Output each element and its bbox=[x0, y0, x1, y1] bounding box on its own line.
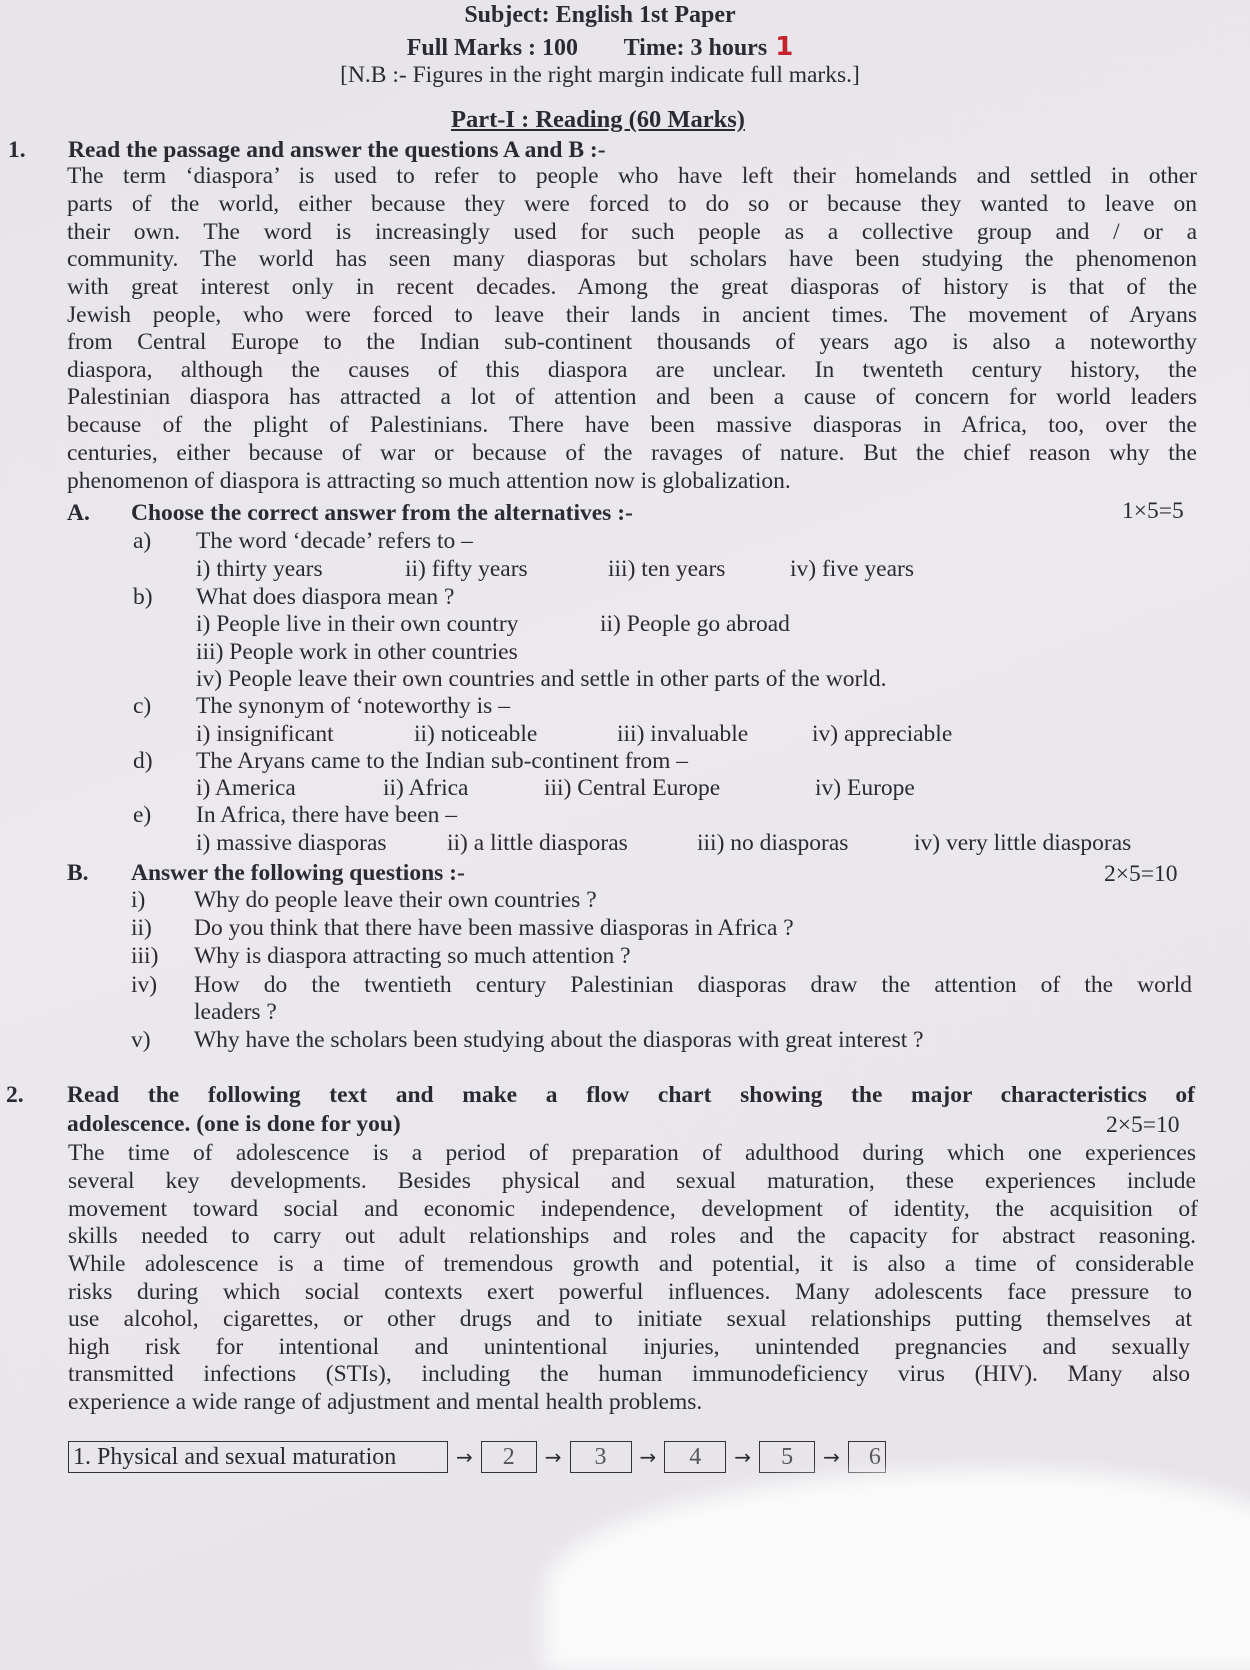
mcq-label: e) bbox=[133, 802, 152, 828]
section-a-title: Choose the correct answer from the alternatives :- bbox=[131, 500, 633, 526]
passage-line: diaspora, although the causes of this diaspora are unclear. In twenteth century history, the bbox=[67, 357, 1197, 383]
full-marks: Full Marks : 100 bbox=[406, 35, 579, 61]
passage-line: skills needed to carry out adult relationships and roles and the capacity for abstract reasoning. bbox=[68, 1223, 1196, 1249]
passage-line: centuries, either because of war or because of the ravages of nature. But the chief reason why the bbox=[67, 440, 1197, 466]
arrow-right-icon: → bbox=[734, 1445, 752, 1469]
mcq-option: ii) fifty years bbox=[405, 556, 528, 582]
mcq-option: i) massive diasporas bbox=[196, 830, 387, 856]
passage-line: several key developments. Besides physical and sexual maturation, these experiences include bbox=[68, 1168, 1196, 1194]
mcq-option: iv) appreciable bbox=[812, 721, 953, 747]
passage-line: experience a wide range of adjustment and mental health problems. bbox=[68, 1389, 703, 1415]
mcq-option: iii) invaluable bbox=[617, 721, 749, 747]
section-b-marks: 2×5=10 bbox=[1104, 861, 1178, 887]
flow-box-1: 1. Physical and sexual maturation bbox=[68, 1441, 448, 1473]
mcq-question: The word ‘decade’ refers to – bbox=[196, 528, 473, 554]
mcq-question: In Africa, there have been – bbox=[196, 802, 457, 828]
passage-line: Jewish people, who were forced to leave their lands in ancient times. The movement of Aryans bbox=[67, 302, 1197, 328]
passage-line: their own. The word is increasingly used for such people as a collective group and / or a bbox=[67, 219, 1197, 245]
passage-line: from Central Europe to the Indian sub-continent thousands of years ago is also a noteworthy bbox=[67, 329, 1197, 355]
short-question: Why is diaspora attracting so much attention ? bbox=[194, 943, 631, 969]
mcq-option: ii) People go abroad bbox=[600, 611, 790, 637]
short-question: Do you think that there have been massive diasporas in Africa ? bbox=[194, 915, 794, 941]
passage-line: because of the plight of Palestinians. There have been massive diasporas in Africa, too, over the bbox=[67, 412, 1197, 438]
passage-line: transmitted infections (STIs), including the human immunodeficiency virus (HIV). Many also bbox=[68, 1361, 1190, 1387]
mcq-label: c) bbox=[133, 693, 152, 719]
section-b-title: Answer the following questions :- bbox=[131, 860, 465, 886]
short-question-continued: leaders ? bbox=[194, 999, 277, 1025]
passage-line: phenomenon of diaspora is attracting so much attention now is globalization. bbox=[67, 468, 791, 494]
mcq-question: What does diaspora mean ? bbox=[196, 584, 455, 610]
section-a-marks: 1×5=5 bbox=[1122, 498, 1184, 524]
mcq-option: iii) ten years bbox=[608, 556, 726, 582]
arrow-right-icon: → bbox=[456, 1445, 473, 1469]
flow-box-4: 4 bbox=[664, 1441, 726, 1473]
mcq-option: ii) Africa bbox=[383, 775, 469, 801]
q2-instruction: Read the following text and make a flow chart showing the major characteristics of bbox=[67, 1082, 1195, 1108]
marks-time-line bbox=[0, 32, 1200, 62]
mcq-option: i) thirty years bbox=[196, 556, 323, 582]
passage-line: The term ‘diaspora’ is used to refer to people who have left their homelands and settled in other bbox=[67, 163, 1197, 189]
arrow-right-icon: → bbox=[823, 1445, 840, 1469]
instructions-note: [N.B :- Figures in the right margin indicate full marks.] bbox=[340, 62, 860, 88]
flow-chart bbox=[68, 1441, 886, 1473]
flow-box-6: 6 bbox=[848, 1441, 886, 1473]
mcq-option: iv) five years bbox=[790, 556, 914, 582]
subject-line: Subject: English 1st Paper bbox=[464, 2, 736, 28]
q1-instruction: Read the passage and answer the questions A and B :- bbox=[68, 137, 606, 163]
mcq-label: d) bbox=[133, 748, 153, 774]
passage-line: While adolescence is a time of tremendous growth and potential, it is also a time of considerable bbox=[68, 1251, 1194, 1277]
flow-box-2: 2 bbox=[481, 1441, 537, 1473]
mcq-option: iii) Central Europe bbox=[544, 775, 721, 801]
mcq-option: iii) People work in other countries bbox=[196, 639, 518, 665]
arrow-right-icon: → bbox=[639, 1445, 657, 1469]
question-label: iii) bbox=[131, 943, 159, 969]
mcq-option: ii) noticeable bbox=[414, 721, 538, 747]
passage-line: parts of the world, either because they were forced to do so or because they wanted to leave on bbox=[67, 191, 1197, 217]
question-label: iv) bbox=[131, 972, 158, 998]
time-allowed: Time: 3 hours bbox=[623, 35, 768, 61]
flow-box-5: 5 bbox=[759, 1441, 815, 1473]
question-label: v) bbox=[131, 1027, 151, 1053]
passage-line: community. The world has seen many diasporas but scholars have been studying the phenomenon bbox=[67, 246, 1197, 272]
short-question: Why have the scholars been studying about the diasporas with great interest ? bbox=[194, 1027, 924, 1053]
mcq-question: The Aryans came to the Indian sub-continent from – bbox=[196, 748, 689, 774]
mcq-label: a) bbox=[133, 528, 152, 554]
mcq-option: iii) no diasporas bbox=[697, 830, 849, 856]
flow-box-3: 3 bbox=[570, 1441, 632, 1473]
question-label: i) bbox=[131, 887, 146, 913]
q2-marks: 2×5=10 bbox=[1106, 1112, 1180, 1138]
mcq-option: iv) very little diasporas bbox=[914, 830, 1132, 856]
passage-line: high risk for intentional and unintentional injuries, unintended pregnancies and sexually bbox=[68, 1334, 1190, 1360]
mcq-label: b) bbox=[133, 584, 153, 610]
short-question: How do the twentieth century Palestinian diasporas draw the attention of the world bbox=[194, 972, 1192, 998]
mcq-option: iv) Europe bbox=[815, 775, 915, 801]
section-a-label: A. bbox=[67, 500, 90, 526]
section-b-label: B. bbox=[67, 860, 89, 886]
arrow-right-icon: → bbox=[544, 1445, 562, 1469]
mcq-option: ii) a little diasporas bbox=[447, 830, 628, 856]
question-label: ii) bbox=[131, 915, 152, 941]
handwritten-mark: 1 bbox=[775, 32, 794, 62]
mcq-option: i) People live in their own country bbox=[196, 611, 519, 637]
mcq-option: i) America bbox=[196, 775, 296, 801]
passage-line: movement toward social and economic independence, development of identity, the acquisition of bbox=[68, 1196, 1198, 1222]
passage-line: risks during which social contexts exert powerful influences. Many adolescents face pressure to bbox=[68, 1279, 1192, 1305]
q2-instruction: adolescence. (one is done for you) bbox=[67, 1111, 401, 1137]
passage-line: Palestinian diaspora has attracted a lot of attention and been a cause of concern for world leaders bbox=[67, 384, 1197, 410]
passage-line: with great interest only in recent decades. Among the great diasporas of history is that of the bbox=[67, 274, 1197, 300]
short-question: Why do people leave their own countries ? bbox=[194, 887, 597, 913]
mcq-question: The synonym of ‘noteworthy is – bbox=[196, 693, 510, 719]
mcq-option: iv) People leave their own countries and settle in other parts of the world. bbox=[196, 666, 887, 692]
passage-line: use alcohol, cigarettes, or other drugs and to initiate sexual relationships putting themselves at bbox=[68, 1306, 1192, 1332]
q2-number: 2. bbox=[6, 1082, 24, 1108]
light-glare bbox=[545, 1470, 1250, 1670]
part-title: Part-I : Reading (60 Marks) bbox=[451, 106, 745, 133]
q1-number: 1. bbox=[8, 137, 26, 163]
passage-line: The time of adolescence is a period of preparation of adulthood during which one experiences bbox=[68, 1140, 1196, 1166]
mcq-option: i) insignificant bbox=[196, 721, 334, 747]
